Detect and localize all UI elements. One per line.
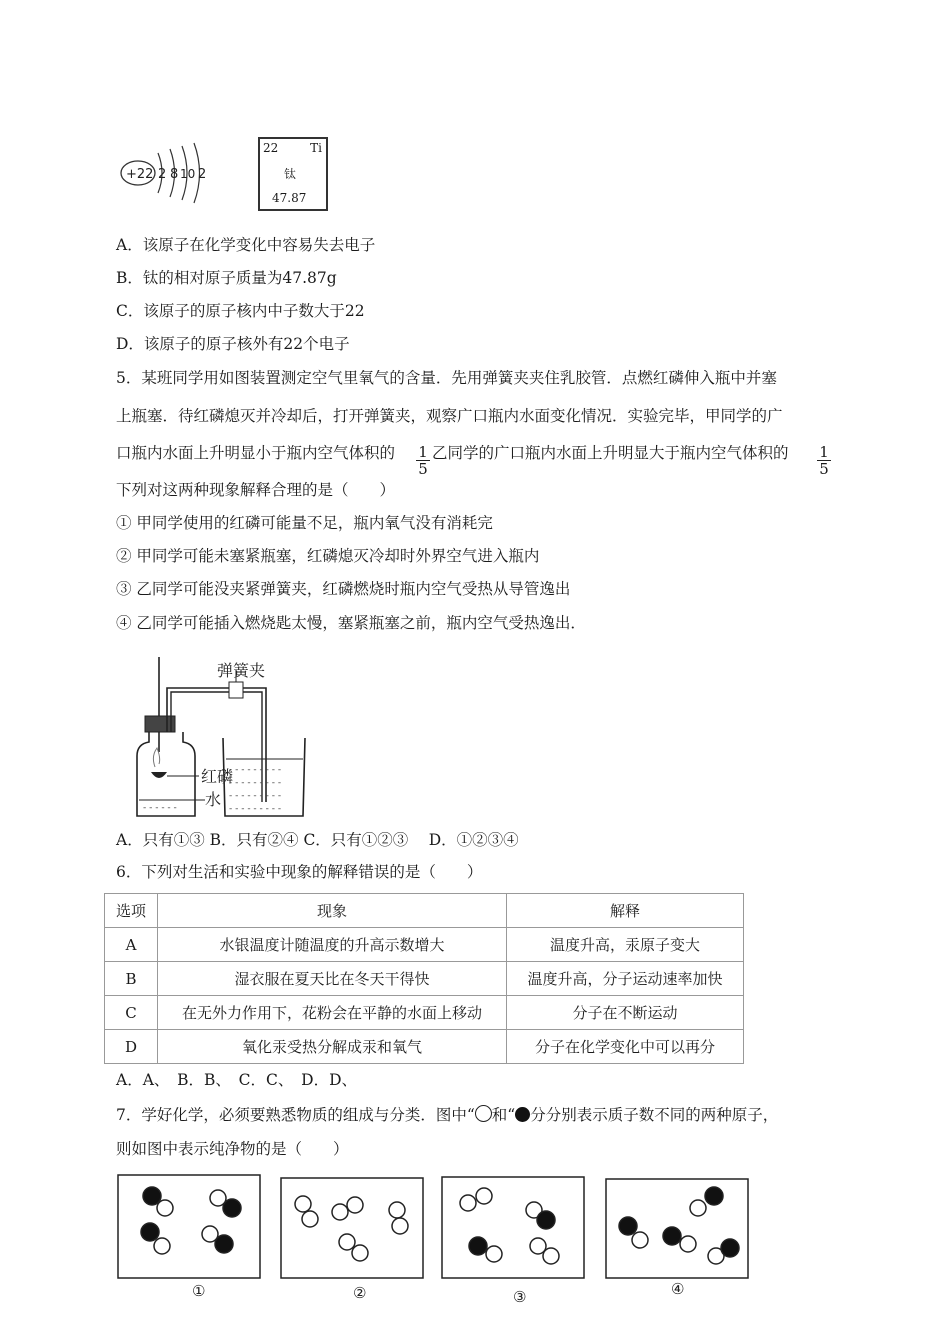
q5-statement-1: ① 甲同学使用的红磷可能量不足，瓶内氧气没有消耗完 [116,514,493,532]
svg-text:- - - - - - - - -: - - - - - - - - - [229,778,282,788]
q5-stem-line-1: 5．某班同学用如图装置测定空气里氧气的含量．先用弹簧夹夹住乳胶管．点燃红磷伸入瓶中并塞 [116,369,777,387]
header-option: 选项 [105,894,158,928]
element-mass: 47.87 [272,191,307,205]
table-header-row [105,894,744,928]
q5-statement-2: ② 甲同学可能未塞紧瓶塞，红磷熄灭冷却时外界空气进入瓶内 [116,547,540,565]
shell-count-4: 2 [198,167,207,182]
cell-phenomenon: 在无外力作用下，花粉会在平静的水面上移动 [158,996,507,1030]
table-row [105,962,744,996]
cell-option: C [105,996,158,1030]
white-atom-icon [475,1105,492,1122]
table-row [105,1030,744,1064]
cell-phenomenon: 水银温度计随温度的升高示数增大 [158,928,507,962]
q7-stem-line-2: 则如图中表示纯净物的是（ ） [116,1140,349,1158]
table-row [105,996,744,1030]
shell-count-3: 10 [180,167,196,181]
label-clip: 弹簧夹 [217,661,266,680]
q5-stem-line-3b: 乙同学的广口瓶内水面上升明显大于瓶内空气体积的 [432,444,789,462]
q6-table [104,893,744,1064]
q5-stem-line-4: 下列对这两种现象解释合理的是（ ） [116,481,396,499]
element-symbol: Ti [310,141,322,155]
q6-options: A．A、 B．B、 C．C、 D．D、 [116,1071,357,1089]
box-label-3: ③ [513,1288,527,1306]
q5-fraction-2: $\frac{1}{5}$ [817,444,831,477]
molecule-box-1 [118,1175,260,1278]
molecule-box-3 [442,1177,584,1278]
molecule-boxes [110,1168,760,1308]
q5-fraction-1: $\frac{1}{5}$ [416,444,430,477]
q5-options: A．只有①③ B．只有②④ C．只有①②③ D．①②③④ [116,831,519,849]
header-explanation: 解释 [507,894,744,928]
atom-structure-figure [118,130,218,220]
header-phenomenon: 现象 [158,894,507,928]
cell-phenomenon: 湿衣服在夏天比在冬天干得快 [158,962,507,996]
nucleus-charge: +22 [126,167,154,182]
q5-stem-line-2: 上瓶塞．待红磷熄灭并冷却后，打开弹簧夹，观察广口瓶内水面变化情况．实验完毕，甲同学的广 [116,407,783,425]
cell-explanation: 分子在不断运动 [507,996,744,1030]
q5-statement-3: ③ 乙同学可能没夹紧弹簧夹，红磷燃烧时瓶内空气受热从导管逸出 [116,580,571,598]
cell-option: A [105,928,158,962]
black-atom-icon [515,1107,530,1122]
element-number: 22 [263,141,279,155]
svg-text:- - - - - - - - -: - - - - - - - - - [229,765,282,775]
svg-text:- - - - - - - - -: - - - - - - - - - [229,791,282,801]
q4-option-b: B．钛的相对原子质量为47.87g [116,269,337,287]
q5-statement-4: ④ 乙同学可能插入燃烧匙太慢，塞紧瓶塞之前，瓶内空气受热逸出． [116,614,586,632]
cell-explanation: 温度升高，分子运动速率加快 [507,962,744,996]
box-label-2: ② [353,1284,367,1302]
svg-text:- - - - - - - - -: - - - - - - - - - [229,804,282,814]
q5-stem-line-3a: 口瓶内水面上升明显小于瓶内空气体积的 [116,444,396,462]
box-label-4: ④ [671,1280,685,1298]
q4-option-c: C．该原子的原子核内中子数大于22 [116,302,365,320]
box-label-1: ① [192,1282,206,1300]
shell-count-1: 2 [158,167,167,182]
svg-text:- - - - - -: - - - - - - [143,803,177,813]
q7-stem-line-1a: 7．学好化学，必须要熟悉物质的组成与分类．图中“ 和“ 分分别表示质子数不同的两种原子， [116,1106,779,1124]
q6-stem: 6．下列对生活和实验中现象的解释错误的是（ ） [116,863,483,881]
q4-option-a: A．该原子在化学变化中容易失去电子 [116,236,376,254]
q4-option-d: D．该原子的原子核外有22个电子 [116,335,350,353]
cell-explanation: 分子在化学变化中可以再分 [507,1030,744,1064]
cell-phenomenon: 氧化汞受热分解成汞和氧气 [158,1030,507,1064]
element-card [258,137,328,211]
cell-option: B [105,962,158,996]
label-water: 水 [205,790,222,809]
shell-count-2: 8 [170,167,179,182]
cell-explanation: 温度升高，汞原子变大 [507,928,744,962]
apparatus-diagram [125,652,315,822]
table-row [105,928,744,962]
label-phosphorus: 红磷 [201,767,234,786]
cell-option: D [105,1030,158,1064]
element-name: 钛 [284,167,297,181]
